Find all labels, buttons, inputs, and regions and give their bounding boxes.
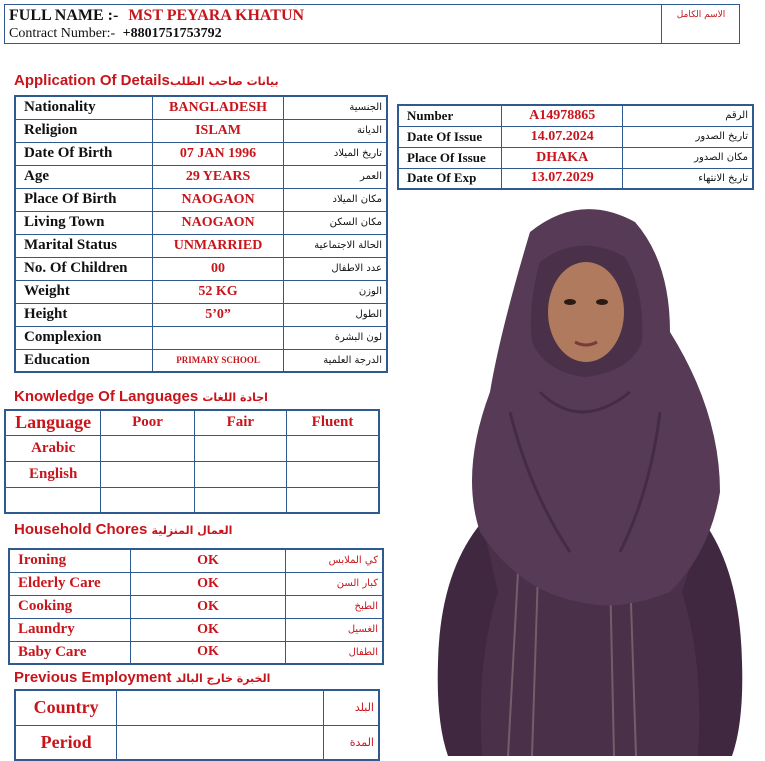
chore-label: Elderly Care	[9, 572, 131, 595]
language-name: Arabic	[5, 435, 101, 461]
language-level-cell	[101, 487, 194, 513]
row-label: Height	[15, 303, 152, 326]
row-label: Religion	[15, 119, 152, 142]
row-arabic: مكان الصدور	[623, 147, 753, 168]
row-arabic: تاريخ الانتهاء	[623, 168, 753, 189]
row-arabic: تاريخ الصدور	[623, 126, 753, 147]
row-value: 07 JAN 1996	[152, 142, 284, 165]
row-value: 52 KG	[152, 280, 284, 303]
application-row-no-of-children	[15, 257, 387, 280]
employment-arabic: البلد	[323, 690, 379, 725]
employment-label: Country	[15, 690, 117, 725]
chore-label: Cooking	[9, 595, 131, 618]
row-arabic: الدرجة العلمية	[284, 349, 387, 372]
chore-arabic: الطفال	[285, 641, 383, 664]
row-value: NAOGAON	[152, 188, 284, 211]
header-divider	[661, 5, 662, 43]
language-level-cell	[101, 435, 194, 461]
chore-value: OK	[131, 618, 286, 641]
full-name-row	[9, 7, 304, 25]
row-label: No. Of Children	[15, 257, 152, 280]
passport-row-date-of-exp	[398, 168, 753, 189]
application-row-nationality	[15, 96, 387, 119]
languages-header-language: Language	[5, 410, 101, 435]
contract-row	[9, 26, 222, 42]
application-row-height	[15, 303, 387, 326]
application-row-living-town	[15, 211, 387, 234]
row-arabic: الديانة	[284, 119, 387, 142]
row-label: Nationality	[15, 96, 152, 119]
chore-label: Ironing	[9, 549, 131, 572]
row-label: Complexion	[15, 326, 152, 349]
chore-arabic: الغسيل	[285, 618, 383, 641]
application-row-complexion	[15, 326, 387, 349]
application-row-weight	[15, 280, 387, 303]
row-label: Number	[398, 105, 502, 126]
employment-title: Previous Employment الخبرة خارج البالد	[14, 669, 271, 686]
languages-row-blank	[5, 487, 379, 513]
language-level-cell	[194, 435, 286, 461]
row-label: Marital Status	[15, 234, 152, 257]
languages-row-english	[5, 461, 379, 487]
chore-value: OK	[131, 595, 286, 618]
applicant-photo	[420, 192, 756, 756]
passport-table	[397, 104, 754, 190]
row-label: Living Town	[15, 211, 152, 234]
row-value: 00	[152, 257, 284, 280]
application-row-religion	[15, 119, 387, 142]
language-name	[5, 487, 101, 513]
languages-header-fluent: Fluent	[286, 410, 379, 435]
row-label: Place Of Issue	[398, 147, 502, 168]
employment-arabic: المدة	[323, 725, 379, 760]
passport-row-number	[398, 105, 753, 126]
application-row-place-of-birth	[15, 188, 387, 211]
application-row-age	[15, 165, 387, 188]
contract-label: Contract Number:-	[9, 26, 116, 41]
languages-header-poor: Poor	[101, 410, 194, 435]
row-arabic: مكان السكن	[284, 211, 387, 234]
row-arabic: الحالة الاجتماعية	[284, 234, 387, 257]
row-arabic: الرقم	[623, 105, 753, 126]
row-value	[152, 326, 284, 349]
chores-title: Household Chores العمال المنزلية	[14, 521, 233, 538]
row-value: UNMARRIED	[152, 234, 284, 257]
chore-row-cooking	[9, 595, 383, 618]
row-arabic: الطول	[284, 303, 387, 326]
employment-row-period	[15, 725, 379, 760]
row-label: Age	[15, 165, 152, 188]
chore-value: OK	[131, 572, 286, 595]
languages-table	[4, 409, 380, 514]
application-table	[14, 95, 388, 373]
chore-row-elderly-care	[9, 572, 383, 595]
employment-value-cell	[117, 690, 323, 725]
full-name-value: MST PEYARA KHATUN	[128, 7, 305, 24]
language-level-cell	[101, 461, 194, 487]
employment-value-cell	[117, 725, 323, 760]
row-label: Place Of Birth	[15, 188, 152, 211]
row-value: NAOGAON	[152, 211, 284, 234]
row-label: Weight	[15, 280, 152, 303]
row-value: BANGLADESH	[152, 96, 284, 119]
employment-label: Period	[15, 725, 117, 760]
chore-arabic: الطبخ	[285, 595, 383, 618]
language-level-cell	[286, 487, 379, 513]
full-name-arabic: الاسم الكامل	[676, 10, 726, 20]
row-arabic: تاريخ الميلاد	[284, 142, 387, 165]
row-value: A14978865	[502, 105, 623, 126]
language-level-cell	[194, 461, 286, 487]
passport-row-place-of-issue	[398, 147, 753, 168]
languages-header-row	[5, 410, 379, 435]
application-row-date-of-birth	[15, 142, 387, 165]
languages-header-fair: Fair	[194, 410, 286, 435]
row-value: 5’0”	[152, 303, 284, 326]
chore-row-baby-care	[9, 641, 383, 664]
languages-title: Knowledge Of Languages اجادة اللغات	[14, 388, 268, 405]
chore-value: OK	[131, 549, 286, 572]
employment-row-country	[15, 690, 379, 725]
row-arabic: مكان الميلاد	[284, 188, 387, 211]
row-label: Education	[15, 349, 152, 372]
chore-row-ironing	[9, 549, 383, 572]
contract-value: +8801751753792	[122, 26, 222, 41]
application-row-marital-status	[15, 234, 387, 257]
row-value: PRIMARY SCHOOL	[152, 349, 284, 372]
chore-arabic: كبار السن	[285, 572, 383, 595]
row-value: 13.07.2029	[502, 168, 623, 189]
applicant-photo-svg	[420, 192, 756, 756]
row-value: 29 YEARS	[152, 165, 284, 188]
full-name-label: FULL NAME :-	[9, 7, 119, 24]
languages-row-arabic	[5, 435, 379, 461]
chores-table	[8, 548, 384, 665]
application-row-education	[15, 349, 387, 372]
employment-table	[14, 689, 380, 761]
row-arabic: الجنسية	[284, 96, 387, 119]
row-arabic: عدد الاطفال	[284, 257, 387, 280]
row-label: Date Of Exp	[398, 168, 502, 189]
application-title: Application Of Detailsبيانات صاحب الطلب	[14, 72, 279, 89]
chore-arabic: كي الملابس	[285, 549, 383, 572]
row-arabic: لون البشرة	[284, 326, 387, 349]
row-label: Date Of Birth	[15, 142, 152, 165]
chore-label: Laundry	[9, 618, 131, 641]
row-arabic: الوزن	[284, 280, 387, 303]
row-arabic: العمر	[284, 165, 387, 188]
chore-label: Baby Care	[9, 641, 131, 664]
language-level-cell	[286, 461, 379, 487]
row-value: 14.07.2024	[502, 126, 623, 147]
chore-value: OK	[131, 641, 286, 664]
row-label: Date Of Issue	[398, 126, 502, 147]
chore-row-laundry	[9, 618, 383, 641]
row-value: DHAKA	[502, 147, 623, 168]
passport-row-date-of-issue	[398, 126, 753, 147]
language-name: English	[5, 461, 101, 487]
language-level-cell	[194, 487, 286, 513]
language-level-cell	[286, 435, 379, 461]
row-value: ISLAM	[152, 119, 284, 142]
header-box	[4, 4, 740, 44]
